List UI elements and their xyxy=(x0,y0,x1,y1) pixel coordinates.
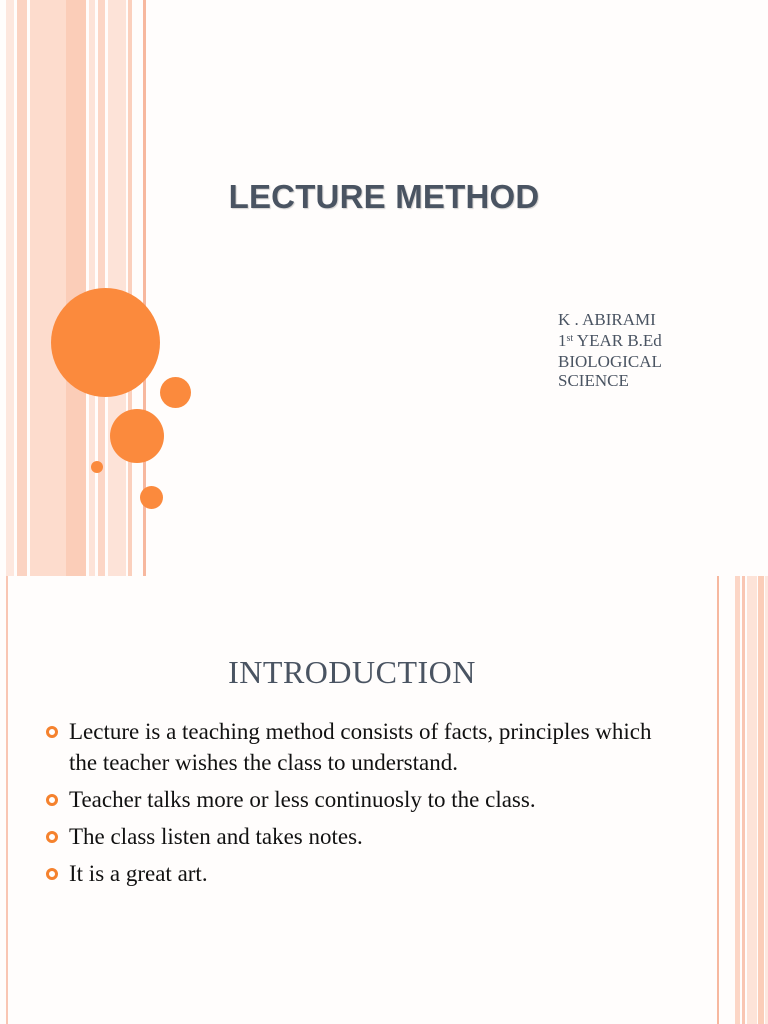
decorative-stripe xyxy=(128,0,132,576)
decorative-stripe xyxy=(89,0,95,576)
decorative-stripe xyxy=(717,576,719,1024)
author-name: K . ABIRAMI xyxy=(558,310,656,329)
author-department-line2: SCIENCE xyxy=(558,371,629,390)
decorative-stripe xyxy=(735,576,740,1024)
bullet-circle-icon xyxy=(46,794,58,806)
decorative-stripe xyxy=(66,0,86,576)
author-year-number: 1 xyxy=(558,331,567,350)
author-year-text: YEAR B.Ed xyxy=(573,331,662,350)
list-item xyxy=(46,784,656,815)
bullet-text: The class listen and takes notes. xyxy=(69,824,363,849)
bullet-circle-icon xyxy=(46,868,58,880)
slide-title: INTRODUCTION xyxy=(228,654,476,690)
author-department-line1: BIOLOGICAL xyxy=(558,352,662,371)
introduction-slide xyxy=(0,576,768,1024)
decorative-stripe xyxy=(6,576,8,1024)
decorative-circle xyxy=(160,377,191,408)
bullet-text: Teacher talks more or less continuosly to the class. xyxy=(69,787,536,812)
decorative-stripe xyxy=(6,0,14,576)
slide-title: LECTURE METHOD xyxy=(228,178,540,215)
decorative-stripe xyxy=(747,576,757,1024)
list-item xyxy=(46,858,656,889)
decorative-stripe xyxy=(17,0,27,576)
list-item xyxy=(46,716,656,778)
author-year-ordinal: st xyxy=(566,333,574,344)
decorative-circle-large xyxy=(51,288,160,397)
decorative-circle xyxy=(140,486,163,509)
bullet-text: It is a great art. xyxy=(69,861,208,886)
decorative-stripe xyxy=(30,0,66,576)
author-block xyxy=(558,309,662,389)
bullet-list xyxy=(46,716,656,895)
decorative-circle xyxy=(91,461,103,473)
decorative-stripe xyxy=(742,576,745,1024)
bullet-text: Lecture is a teaching method consists of facts, principles which the teacher wishes the class to understand. xyxy=(69,719,652,775)
decorative-stripe xyxy=(758,576,764,1024)
list-item xyxy=(46,821,656,852)
bullet-circle-icon xyxy=(46,831,58,843)
decorative-circle xyxy=(110,409,164,463)
bullet-circle-icon xyxy=(46,726,58,738)
author-year xyxy=(558,330,662,351)
